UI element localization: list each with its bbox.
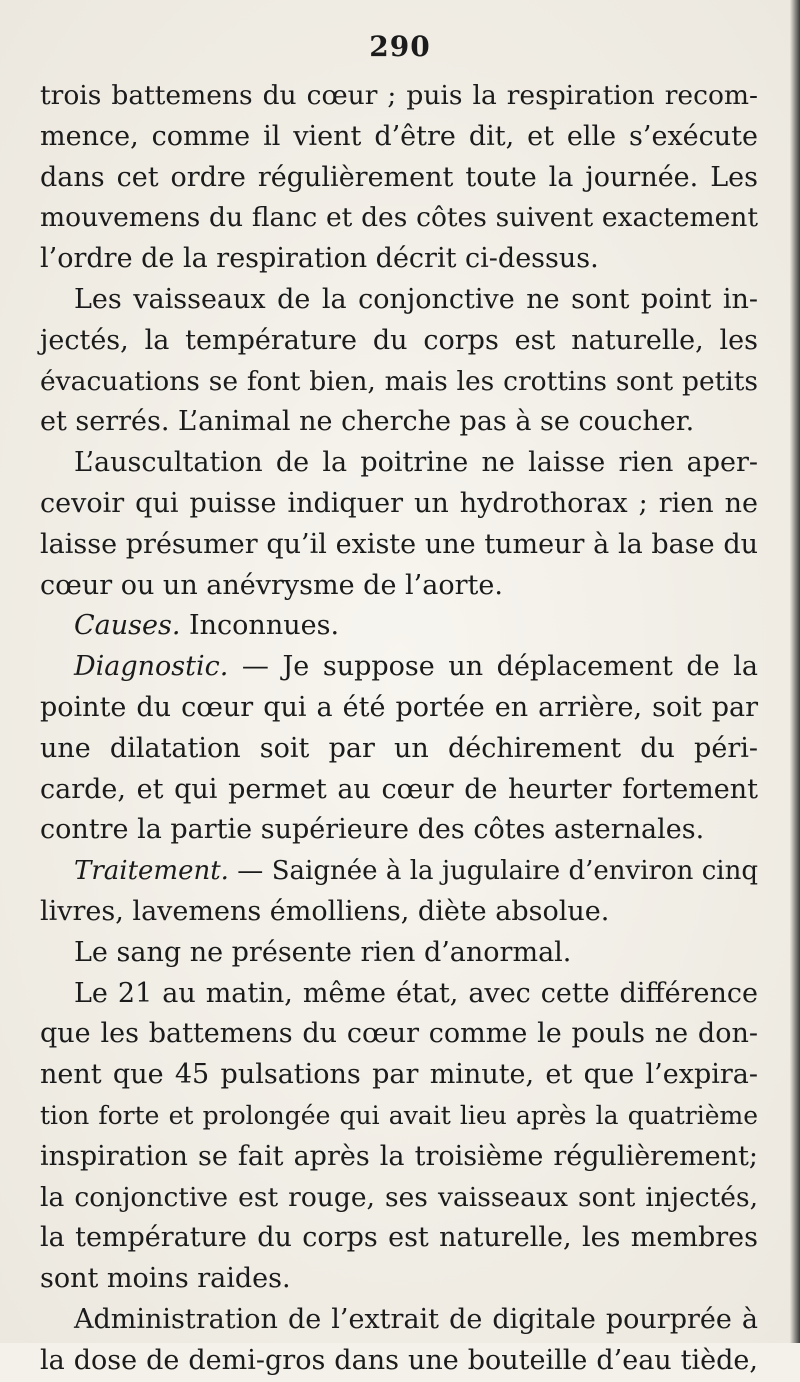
traitement-heading: Traitement. <box>74 856 229 887</box>
text-line: cevoir qui puisse indiquer un hydrothorax ; rien ne <box>40 487 758 519</box>
text-line: et serrés. L’animal ne cherche pas à se coucher. <box>40 406 695 438</box>
text-line: une dilatation soit par un déchirement du péri- <box>40 732 758 764</box>
text-line: nent que 45 pulsations par minute, et que l’expira- <box>40 1059 758 1091</box>
text-line: Administration de l’extrait de digitale pourprée à <box>74 1303 758 1335</box>
text-line: livres, lavemens émolliens, diète absolue. <box>40 895 610 927</box>
text-line: Causes. Inconnues. <box>74 610 340 642</box>
page-edge-shadow <box>790 0 800 1343</box>
text-line: inspiration se fait après la troisième régulièrement; <box>40 1140 758 1172</box>
page-body <box>40 76 758 1382</box>
text-line: trois battemens du cœur ; puis la respiration recom- <box>40 80 758 111</box>
text-line: évacuations se font bien, mais les crottins sont petits <box>40 365 758 397</box>
text-line: mouvemens du flanc et des côtes suivent exactement <box>40 202 758 234</box>
text-line: la dose de demi-gros dans une bouteille d’eau tiède, <box>40 1344 758 1376</box>
page-number: 290 <box>369 30 431 63</box>
text-line: tion forte et prolongée qui avait lieu après la quatrième <box>40 1100 758 1130</box>
text-line: la conjonctive est rouge, ses vaisseaux sont injectés, <box>40 1181 758 1213</box>
causes-heading: Causes. <box>74 610 181 642</box>
text-line: pointe du cœur qui a été portée en arrière, soit par <box>40 691 758 723</box>
text-line: carde, et qui permet au cœur de heurter fortement <box>40 773 758 805</box>
text-line: dans cet ordre régulièrement toute la journée. Les <box>40 161 758 193</box>
text-line: la température du corps est naturelle, les membres <box>40 1222 758 1254</box>
text-line: Le 21 au matin, même état, avec cette différence <box>74 977 758 1009</box>
text-line: sont moins raides. <box>40 1263 291 1295</box>
text-line: l’ordre de la respiration décrit ci-dessus. <box>40 243 599 275</box>
text-line: laisse présumer qu’il existe une tumeur à la base du <box>40 528 758 560</box>
text-line: jectés, la température du corps est naturelle, les <box>40 324 758 356</box>
text-line: contre la partie supérieure des côtes asternales. <box>40 814 705 846</box>
text-line: Le sang ne présente rien d’anormal. <box>74 936 572 968</box>
diagnostic-heading: Diagnostic. <box>74 651 229 683</box>
text-line: Les vaisseaux de la conjonctive ne sont point in- <box>74 283 758 315</box>
text-line: Traitement. — Saignée à la jugulaire d’environ cinq <box>74 856 758 887</box>
text-line: mence, comme il vient d’être dit, et elle s’exécute <box>40 120 758 152</box>
text-line: que les battemens du cœur comme le pouls ne don- <box>40 1018 758 1050</box>
text-line: Diagnostic. — Je suppose un déplacement de la <box>74 651 758 683</box>
text-line: L’auscultation de la poitrine ne laisse rien aper- <box>74 447 758 479</box>
text-line: cœur ou un anévrysme de l’aorte. <box>40 569 503 601</box>
